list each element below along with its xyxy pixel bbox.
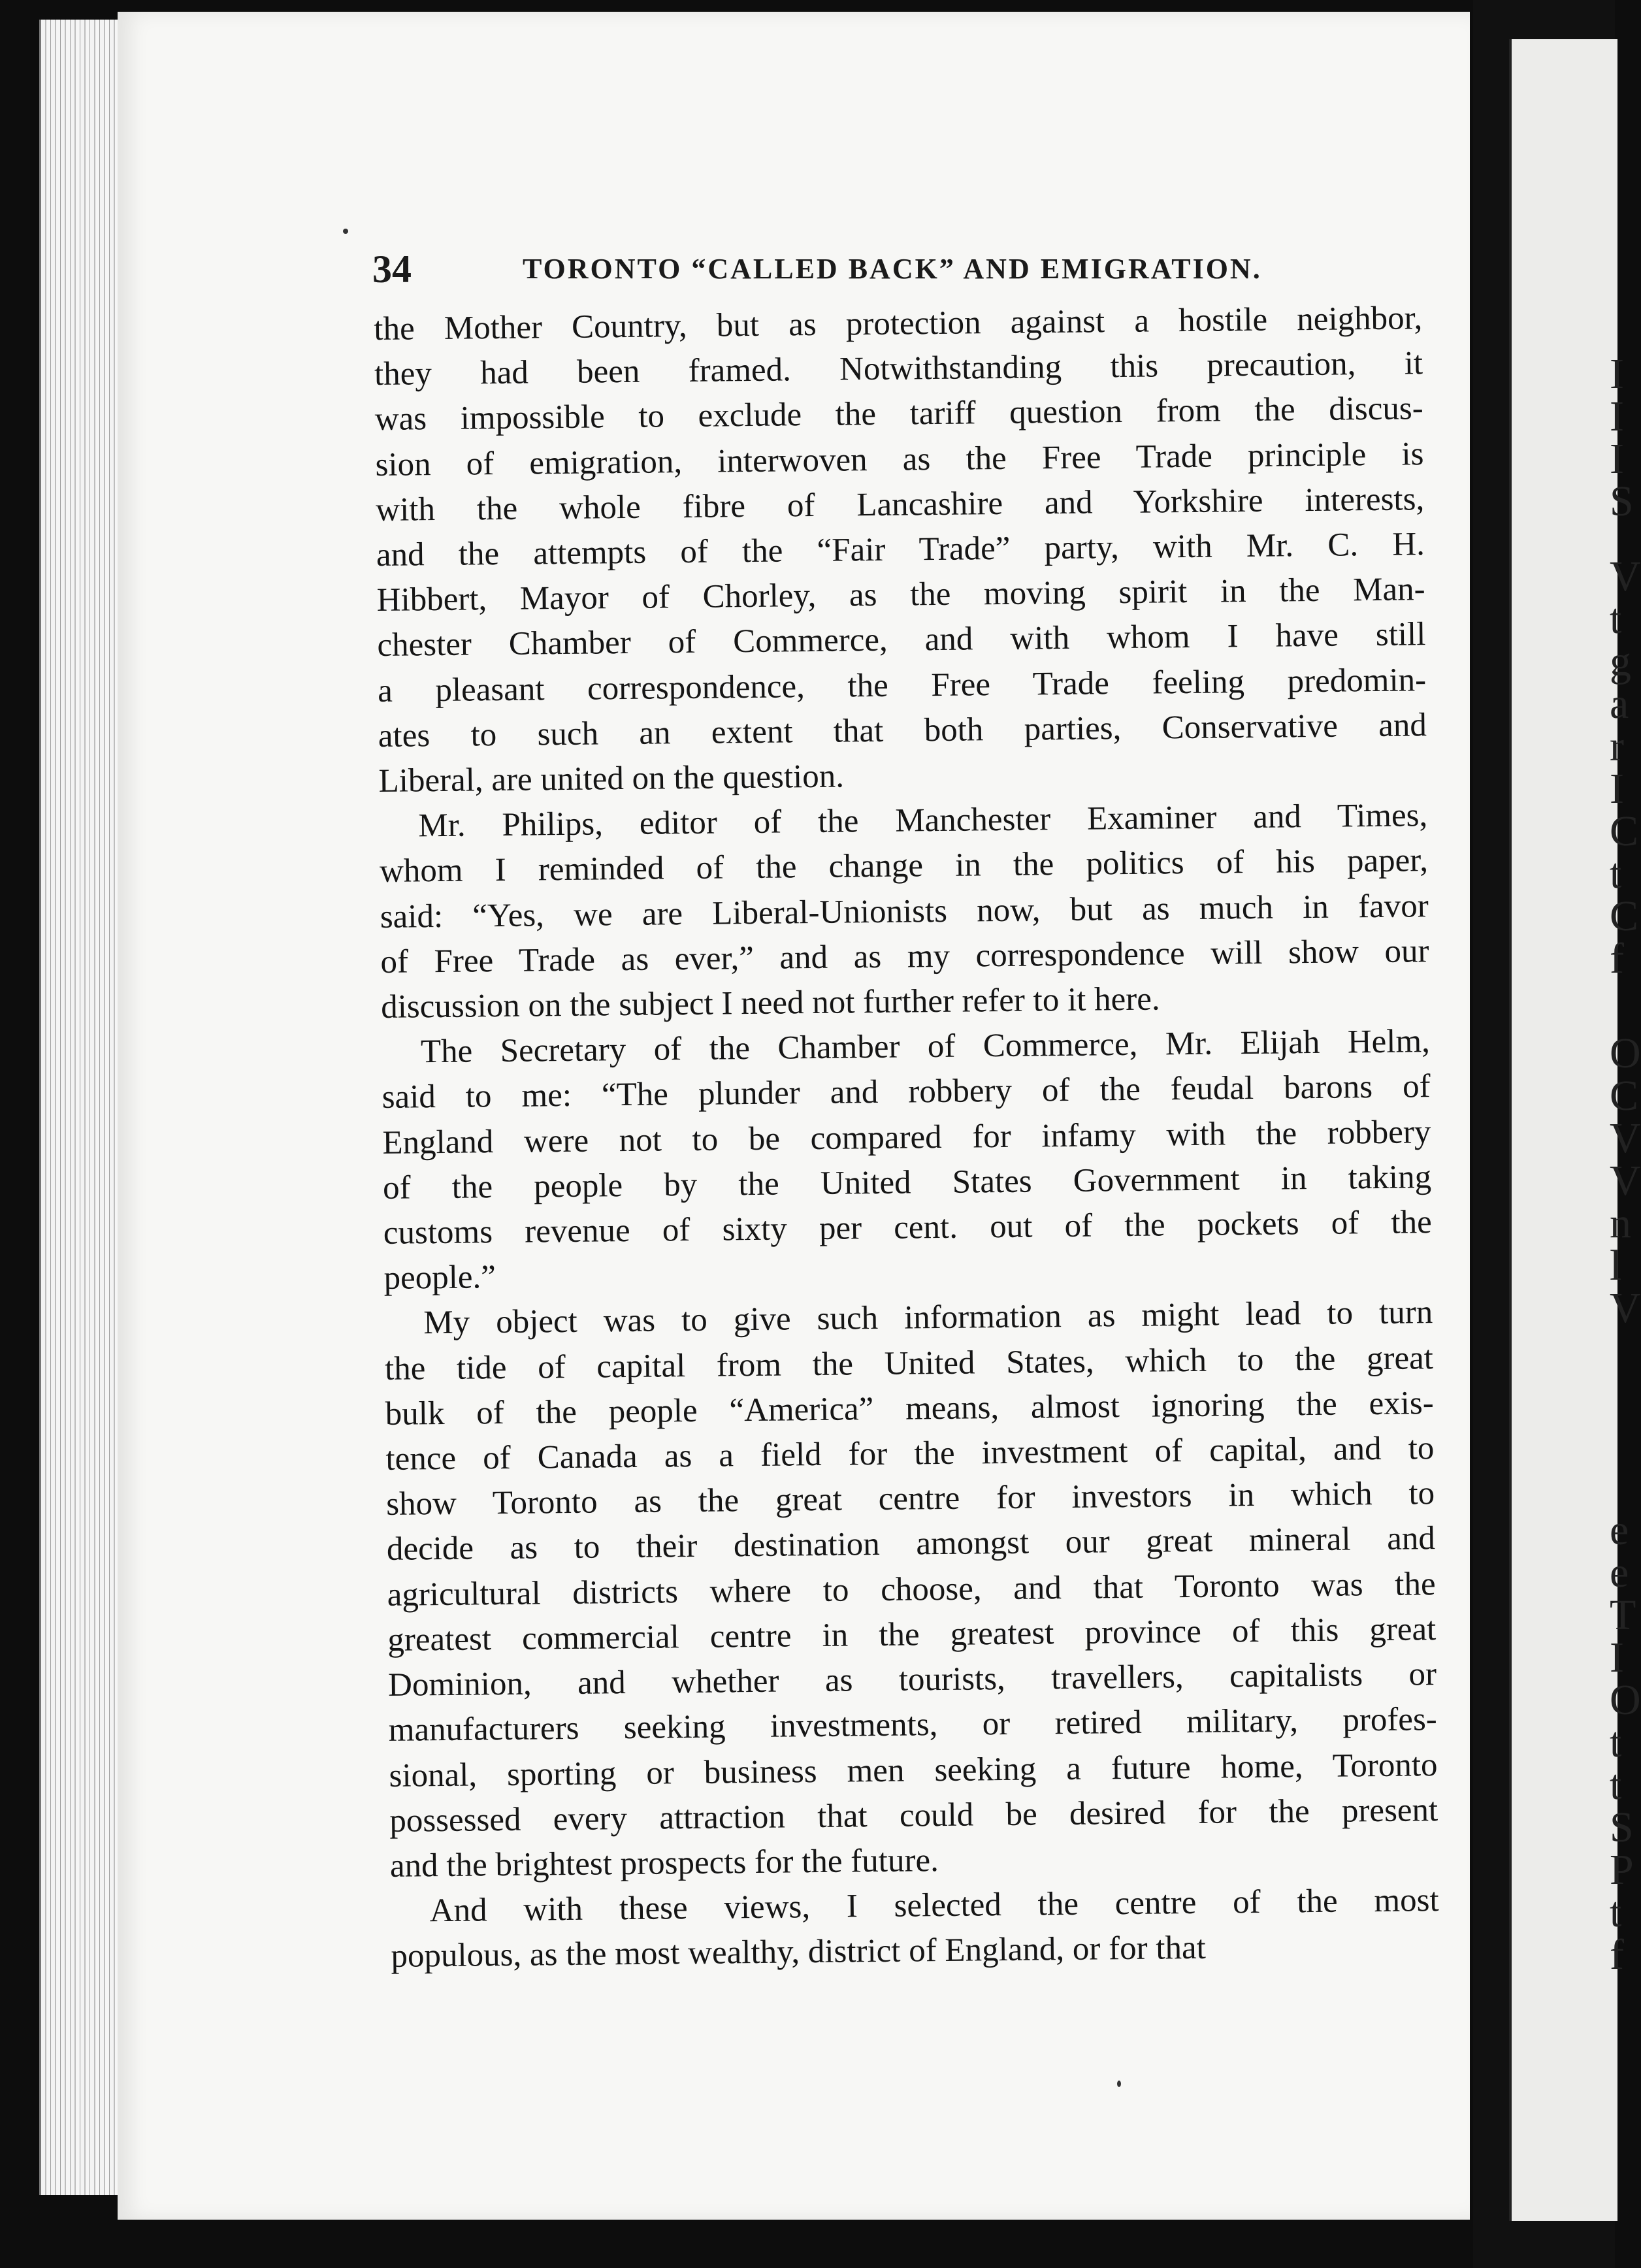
facing-page-letter: V [1610, 1157, 1641, 1205]
facing-page-letter: I [1610, 765, 1624, 813]
text-line: And with these views, I selected the centre of the most [429, 1882, 1439, 1930]
facing-page-letter: r [1610, 722, 1624, 770]
facing-page-edge [1509, 39, 1641, 2221]
facing-page-letter: t [1610, 1761, 1622, 1809]
paragraph [382, 1019, 1433, 1301]
facing-page-letter: S [1610, 1804, 1634, 1851]
facing-page-letter: I [1610, 393, 1624, 440]
text-line: Dominion, and whether as tourists, travellers, capitalists or [387, 1656, 1437, 1704]
text-line: whom I reminded of the change in the politics of his paper, [379, 842, 1429, 890]
text-line: My object was to give such information as might lead to turn [423, 1294, 1433, 1342]
text-line: decide as to their destination amongst our great mineral and [386, 1520, 1436, 1568]
text-line: of the people by the United States Government in taking [382, 1158, 1432, 1207]
text-line: manufacturers seeking investments, or retired military, profes- [388, 1701, 1438, 1749]
text-line: and the attempts of the “Fair Trade” party, with Mr. C. H. [376, 526, 1425, 574]
facing-page-letter: t [1610, 1888, 1622, 1936]
facing-page-letter: f [1610, 1931, 1624, 1979]
ink-speck [1117, 2081, 1121, 2087]
text-line: possessed every attraction that could be desired for the present [389, 1791, 1438, 1839]
text-line: chester Chamber of Commerce, and with whom I have still [377, 616, 1426, 664]
text-line: with the whole fibre of Lancashire and Yorkshire interests, [375, 480, 1425, 528]
facing-page-letter: O [1610, 1029, 1641, 1077]
facing-page-letter: e [1610, 1549, 1629, 1596]
ink-speck [343, 229, 348, 234]
facing-page-letter: V [1610, 1284, 1641, 1332]
body-text [374, 296, 1440, 1979]
facing-page-letter: I [1610, 1634, 1624, 1681]
text-line: show Toronto as the great centre for investors in which to [385, 1475, 1435, 1523]
text-line: said to me: “The plunder and robbery of the feudal barons of [382, 1068, 1431, 1116]
text-line: and the brightest prospects for the future. [389, 1841, 939, 1885]
facing-page-letter: t [1610, 1719, 1622, 1766]
facing-page-letter: T [1610, 1591, 1636, 1639]
text-line: sional, sporting or business men seeking a future home, Toronto [389, 1746, 1438, 1794]
running-head: TORONTO “CALLED BACK” AND EMIGRATION. [523, 253, 1262, 285]
facing-page-letter: t [1610, 595, 1622, 643]
paragraph [390, 1878, 1439, 1979]
text-line: the Mother Country, but as protection against a hostile neighbor, [374, 300, 1423, 348]
facing-page-letter: V [1610, 553, 1641, 600]
text-line: England were not to be compared for infamy with the robbery [382, 1113, 1431, 1161]
facing-page-letter: P [1610, 1846, 1634, 1894]
facing-page-letter: C [1610, 807, 1639, 855]
text-line: they had been framed. Notwithstanding this precaution, it [374, 345, 1423, 393]
text-line: The Secretary of the Chamber of Commerce, Mr. Elijah Helm, [420, 1023, 1431, 1071]
facing-page-letter: C [1610, 1072, 1639, 1120]
facing-page-letter: C [1610, 892, 1639, 940]
facing-page-letter: I [1610, 350, 1624, 398]
facing-page-letter: n [1610, 1199, 1631, 1247]
text-line: populous, as the most wealthy, district of England, or for that [391, 1930, 1207, 1975]
facing-page-letter: O [1610, 1676, 1641, 1724]
text-line: tence of Canada as a field for the investment of capital, and to [385, 1430, 1435, 1478]
facing-page-letter: g [1610, 638, 1631, 685]
text-line: Mr. Philips, editor of the Manchester Examiner and Times, [418, 797, 1428, 845]
text-line: sion of emigration, interwoven as the Free Trade principle is [375, 435, 1424, 483]
facing-page-letter: l [1610, 1242, 1622, 1289]
text-line: of Free Trade as ever,” and as my correspondence will show our [380, 932, 1429, 980]
page-number: 34 [372, 248, 412, 291]
paragraph [384, 1291, 1438, 1889]
facing-page-letter: t [1610, 850, 1622, 898]
facing-page-letter: I [1610, 435, 1624, 483]
facing-page-letter: a [1610, 680, 1629, 728]
text-line: said: “Yes, we are Liberal-Unionists now, but as much in favor [380, 887, 1429, 935]
text-line: people.” [383, 1259, 496, 1297]
text-line: greatest commercial centre in the greatest province of this great [387, 1610, 1437, 1659]
text-line: discussion on the subject I need not further refer to it here. [380, 980, 1160, 1026]
text-line: customs revenue of sixty per cent. out of the pockets of the [383, 1204, 1433, 1252]
text-line: the tide of capital from the United States, which to the great [384, 1339, 1434, 1387]
text-line: Hibbert, Mayor of Chorley, as the moving spirit in the Man- [376, 571, 1425, 619]
text-line: ates to such an extent that both parties, Conservative and [378, 706, 1427, 754]
text-line: was impossible to exclude the tariff question from the discus- [374, 390, 1424, 438]
facing-page-letter: S [1610, 478, 1634, 525]
text-line: a pleasant correspondence, the Free Trade feeling predomin- [377, 661, 1427, 709]
paragraph [374, 296, 1427, 804]
text-line: agricultural districts where to choose, and that Toronto was the [387, 1565, 1436, 1613]
text-line: Liberal, are united on the question. [378, 758, 845, 800]
paragraph [379, 793, 1430, 1030]
facing-page-letter: f [1610, 935, 1624, 982]
text-line: bulk of the people “America” means, almost ignoring the exis- [385, 1384, 1434, 1433]
facing-page-letter: V [1610, 1114, 1641, 1162]
facing-page-letter: e [1610, 1506, 1629, 1554]
